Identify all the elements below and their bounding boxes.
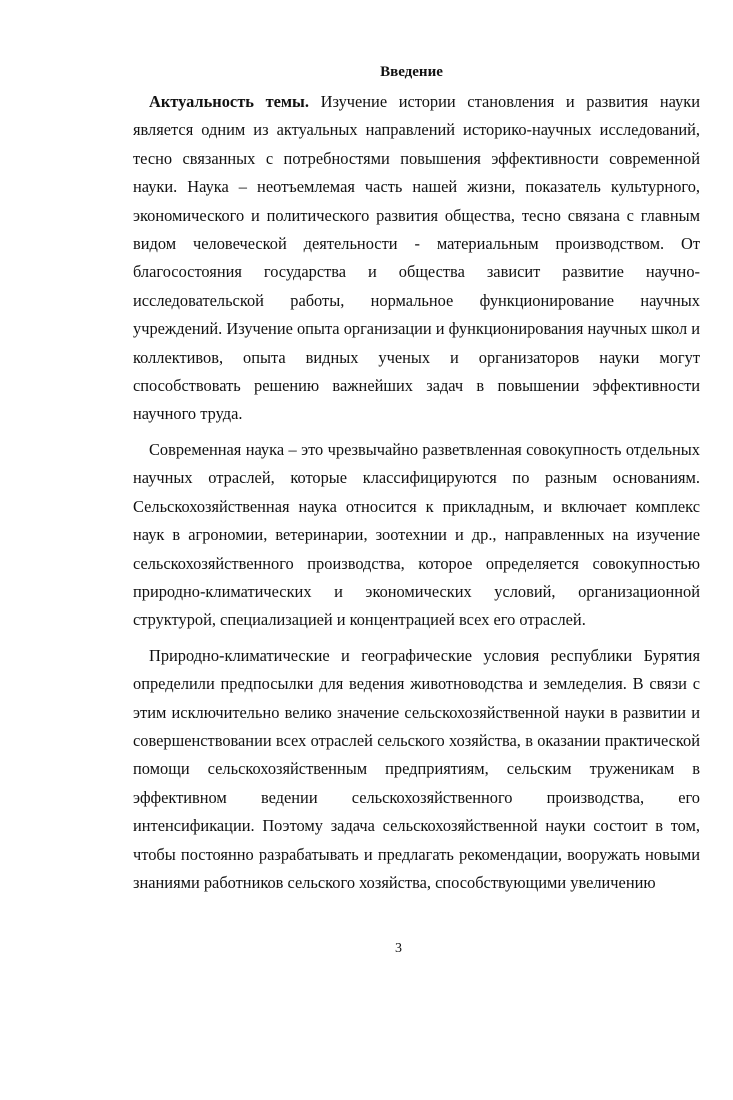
page-number: 3 [395,941,402,956]
paragraph-natural-conditions: Природно-климатические и географические условия республики Бурятия определили предпосылки для ведения животноводства и земледелия. В связи с этим исключительно велико значение сельскохозяйственной науки в развитии и совершенствовании всех отраслей сельского хозяйства, в оказании практической помощи сельскохозяйственным предприятиям, сельским труженикам в эффективном ведении сельскохозяйственного производства, его интенсификации. Поэтому задача сельскохозяйственной науки состоит в том, чтобы постоянно разрабатывать и предлагать рекомендации, вооружать новыми знаниями работников сельского хозяйства, способствующими увеличению [133,645,700,892]
body-text [133,88,700,904]
section-heading: Введение [380,64,443,80]
paragraph-modern-science: Современная наука – это чрезвычайно разветвленная совокупность отдельных научных отраслей, которые классифицируются по разным основаниям. Сельскохозяйственная наука относится к прикладным, и включает комплекс наук в агрономии, ветеринарии, зоотехнии и др., направленных на изучение сельскохозяйственного производства, которое определяется совокупностью природно-климатических и экономических условий, организационной структурой, специализацией и концентрацией всех его отраслей. [133,439,700,630]
paragraph-text: Изучение истории становления и развития науки является одним из актуальных направлений историко-научных исследований, тесно связанных с потребностями повышения эффективности современной науки. Наука – неотъемлемая часть нашей жизни, показатель культурного, экономического и политического развития общества, тесно связана с главным видом человеческой деятельности - материальным производством. От благосостояния государства и общества зависит развитие научно-исследовательской работы, нормальное функционирование научных учреждений. Изучение опыта организации и функционирования научных школ и коллективов, опыта видных ученых и организаторов науки могут способствовать решению важнейших задач в повышении эффективности научного труда. [133,92,701,424]
paragraph-lead: Актуальность темы. [149,92,309,111]
paragraph-relevance [133,88,700,429]
